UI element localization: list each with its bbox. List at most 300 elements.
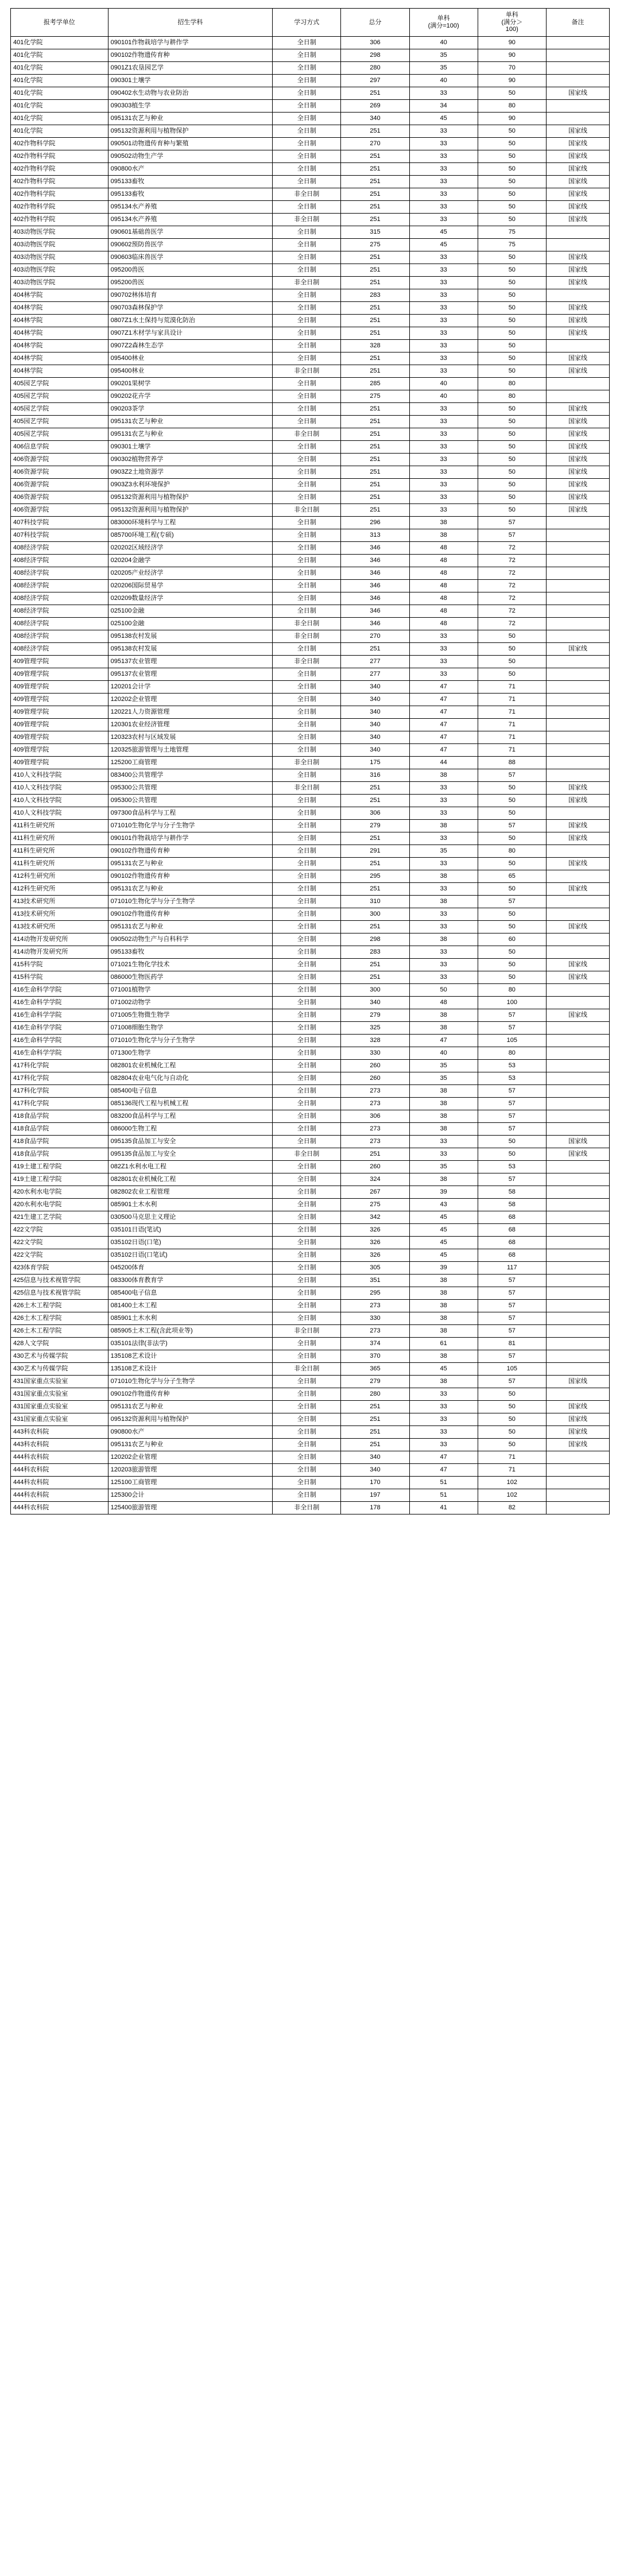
cell-unit: 420水利水电学院 (11, 1186, 108, 1199)
cell-study-mode: 全日制 (273, 378, 341, 390)
cell-single-100: 61 (409, 1338, 478, 1350)
table-row (11, 997, 610, 1009)
cell-total-score: 251 (341, 352, 409, 365)
cell-remark (546, 1350, 609, 1363)
cell-study-mode: 全日制 (273, 921, 341, 933)
cell-single-gt100: 53 (478, 1060, 546, 1072)
cell-study-mode: 全日制 (273, 984, 341, 997)
cell-major: 071005生物微生物学 (108, 1009, 273, 1022)
table-row (11, 870, 610, 883)
cell-remark (546, 1249, 609, 1262)
cell-unit: 418食品学院 (11, 1123, 108, 1136)
cell-study-mode: 全日制 (273, 1199, 341, 1211)
cell-remark: 国家线 (546, 454, 609, 466)
table-row (11, 302, 610, 315)
cell-total-score: 251 (341, 150, 409, 163)
cell-single-100: 40 (409, 75, 478, 87)
cell-remark: 国家线 (546, 277, 609, 289)
cell-major: 095133畜牧 (108, 188, 273, 201)
cell-single-100: 33 (409, 668, 478, 681)
cell-remark: 国家线 (546, 858, 609, 870)
cell-unit: 408经济学院 (11, 580, 108, 592)
table-row (11, 1072, 610, 1085)
cell-single-100: 38 (409, 1350, 478, 1363)
cell-major: 085901土木水利 (108, 1312, 273, 1325)
cell-total-score: 346 (341, 605, 409, 618)
cell-total-score: 251 (341, 188, 409, 201)
cell-major: 090502动物生产与自科科学 (108, 933, 273, 946)
table-row (11, 643, 610, 656)
cell-single-100: 33 (409, 1413, 478, 1426)
cell-study-mode: 全日制 (273, 706, 341, 719)
table-row (11, 719, 610, 731)
cell-single-gt100: 70 (478, 62, 546, 75)
cell-major: 090301土壤学 (108, 441, 273, 454)
cell-major: 095137农业管理 (108, 656, 273, 668)
cell-single-100: 47 (409, 1464, 478, 1477)
cell-major: 0903Z3水利环境保护 (108, 479, 273, 491)
cell-single-gt100: 50 (478, 403, 546, 416)
cell-total-score: 340 (341, 694, 409, 706)
cell-remark (546, 1098, 609, 1110)
cell-major: 090102作物遗传育种 (108, 908, 273, 921)
cell-total-score: 324 (341, 1173, 409, 1186)
cell-total-score: 251 (341, 1401, 409, 1413)
cell-remark: 国家线 (546, 491, 609, 504)
table-row (11, 517, 610, 529)
cell-single-100: 33 (409, 403, 478, 416)
cell-single-gt100: 50 (478, 277, 546, 289)
cell-unit: 408经济学院 (11, 618, 108, 630)
cell-single-gt100: 50 (478, 656, 546, 668)
cell-single-100: 38 (409, 517, 478, 529)
cell-unit: 444科农科院 (11, 1451, 108, 1464)
cell-total-score: 251 (341, 365, 409, 378)
table-row (11, 214, 610, 226)
cell-unit: 406资源学院 (11, 466, 108, 479)
cell-unit: 404林学院 (11, 315, 108, 327)
cell-unit: 422文学院 (11, 1249, 108, 1262)
cell-total-score: 315 (341, 226, 409, 239)
cell-remark (546, 1464, 609, 1477)
cell-major: 090101作物栽培学与耕作学 (108, 832, 273, 845)
table-row (11, 1022, 610, 1035)
cell-single-100: 33 (409, 264, 478, 277)
cell-major: 090101作物栽培学与耕作学 (108, 37, 273, 49)
cell-total-score: 273 (341, 1325, 409, 1338)
cell-single-gt100: 71 (478, 694, 546, 706)
cell-remark (546, 340, 609, 352)
cell-unit: 401化学院 (11, 87, 108, 100)
cell-major: 095135食品加工与安全 (108, 1136, 273, 1148)
cell-unit: 408经济学院 (11, 555, 108, 567)
table-row (11, 1237, 610, 1249)
cell-single-100: 33 (409, 832, 478, 845)
cell-remark (546, 933, 609, 946)
cell-remark (546, 390, 609, 403)
cell-single-gt100: 50 (478, 454, 546, 466)
cell-study-mode: 全日制 (273, 37, 341, 49)
cell-study-mode: 全日制 (273, 1085, 341, 1098)
cell-study-mode: 全日制 (273, 1224, 341, 1237)
cell-single-gt100: 72 (478, 605, 546, 618)
cell-total-score: 346 (341, 618, 409, 630)
cell-major: 025100金融 (108, 618, 273, 630)
table-row (11, 580, 610, 592)
cell-study-mode: 全日制 (273, 883, 341, 896)
cell-study-mode: 全日制 (273, 555, 341, 567)
cell-study-mode: 全日制 (273, 327, 341, 340)
cell-major: 090800水产 (108, 163, 273, 176)
cell-single-gt100: 50 (478, 163, 546, 176)
cell-single-gt100: 50 (478, 125, 546, 138)
cell-major: 090800水产 (108, 1426, 273, 1439)
cell-unit: 416生命科学学院 (11, 997, 108, 1009)
cell-study-mode: 全日制 (273, 1173, 341, 1186)
cell-single-100: 35 (409, 62, 478, 75)
cell-single-gt100: 90 (478, 113, 546, 125)
cell-unit: 413技术研究所 (11, 908, 108, 921)
cell-remark (546, 706, 609, 719)
cell-major: 090502动物生产学 (108, 150, 273, 163)
cell-total-score: 273 (341, 1300, 409, 1312)
cell-study-mode: 全日制 (273, 1009, 341, 1022)
cell-remark (546, 226, 609, 239)
cell-remark: 国家线 (546, 1413, 609, 1426)
cell-remark (546, 62, 609, 75)
cell-total-score: 251 (341, 302, 409, 315)
cell-unit: 416生命科学学院 (11, 1035, 108, 1047)
cell-study-mode: 全日制 (273, 441, 341, 454)
cell-total-score: 251 (341, 491, 409, 504)
cell-major: 090601基础兽医学 (108, 226, 273, 239)
cell-major: 095300公共管理 (108, 795, 273, 807)
cell-single-gt100: 50 (478, 883, 546, 896)
cell-unit: 404林学院 (11, 365, 108, 378)
table-row (11, 340, 610, 352)
cell-total-score: 285 (341, 378, 409, 390)
cell-total-score: 305 (341, 1262, 409, 1275)
table-row (11, 744, 610, 757)
cell-remark: 国家线 (546, 1426, 609, 1439)
cell-total-score: 251 (341, 277, 409, 289)
cell-study-mode: 全日制 (273, 403, 341, 416)
cell-single-gt100: 57 (478, 820, 546, 832)
cell-single-100: 38 (409, 769, 478, 782)
cell-study-mode: 全日制 (273, 731, 341, 744)
cell-single-gt100: 80 (478, 984, 546, 997)
cell-major: 125200工商管理 (108, 757, 273, 769)
cell-single-100: 45 (409, 1363, 478, 1376)
cell-unit: 415科学院 (11, 959, 108, 971)
cell-total-score: 306 (341, 37, 409, 49)
table-row (11, 706, 610, 719)
cell-remark (546, 656, 609, 668)
cell-unit: 404林学院 (11, 289, 108, 302)
cell-study-mode: 全日制 (273, 1047, 341, 1060)
table-row (11, 49, 610, 62)
cell-unit: 402作物科学院 (11, 138, 108, 150)
cell-single-100: 33 (409, 971, 478, 984)
header-row (11, 9, 610, 37)
cell-study-mode: 全日制 (273, 1123, 341, 1136)
cell-single-gt100: 71 (478, 1451, 546, 1464)
cell-single-gt100: 50 (478, 643, 546, 656)
cell-unit: 408经济学院 (11, 605, 108, 618)
cell-major: 090102作物遗传育种 (108, 870, 273, 883)
cell-major: 120325旅游管理与土地管理 (108, 744, 273, 757)
table-row (11, 908, 610, 921)
cell-total-score: 260 (341, 1161, 409, 1173)
cell-single-gt100: 75 (478, 226, 546, 239)
cell-major: 090603临床兽医学 (108, 251, 273, 264)
cell-single-gt100: 57 (478, 1085, 546, 1098)
cell-total-score: 279 (341, 820, 409, 832)
cell-total-score: 283 (341, 946, 409, 959)
cell-total-score: 313 (341, 529, 409, 542)
table-row (11, 592, 610, 605)
header-remark: 备注 (546, 9, 609, 37)
cell-single-gt100: 50 (478, 921, 546, 933)
cell-single-gt100: 57 (478, 1022, 546, 1035)
table-row (11, 555, 610, 567)
cell-single-gt100: 50 (478, 327, 546, 340)
table-row (11, 1186, 610, 1199)
cell-unit: 408经济学院 (11, 542, 108, 555)
cell-study-mode: 全日制 (273, 896, 341, 908)
table-row (11, 618, 610, 630)
cell-single-gt100: 50 (478, 1401, 546, 1413)
cell-single-gt100: 71 (478, 681, 546, 694)
cell-unit: 431国家重点实验室 (11, 1388, 108, 1401)
cell-study-mode: 全日制 (273, 1161, 341, 1173)
cell-study-mode: 全日制 (273, 832, 341, 845)
cell-total-score: 365 (341, 1363, 409, 1376)
cell-major: 095135食品加工与安全 (108, 1148, 273, 1161)
cell-single-gt100: 50 (478, 416, 546, 428)
cell-study-mode: 全日制 (273, 933, 341, 946)
table-header (11, 9, 610, 37)
cell-single-gt100: 75 (478, 239, 546, 251)
cell-total-score: 251 (341, 441, 409, 454)
cell-study-mode: 全日制 (273, 75, 341, 87)
cell-major: 095132资源利用与植物保护 (108, 491, 273, 504)
cell-major: 020206国际贸易学 (108, 580, 273, 592)
cell-study-mode: 非全日制 (273, 1148, 341, 1161)
cell-single-gt100: 102 (478, 1477, 546, 1489)
cell-total-score: 374 (341, 1338, 409, 1350)
table-row (11, 694, 610, 706)
cell-study-mode: 全日制 (273, 1388, 341, 1401)
cell-single-100: 33 (409, 188, 478, 201)
cell-major: 095133畜牧 (108, 176, 273, 188)
table-row (11, 1148, 610, 1161)
cell-single-100: 33 (409, 656, 478, 668)
table-row (11, 352, 610, 365)
cell-major: 083300体育教育学 (108, 1275, 273, 1287)
cell-single-gt100: 50 (478, 832, 546, 845)
cell-major: 095132资源利用与植物保护 (108, 504, 273, 517)
cell-remark: 国家线 (546, 1009, 609, 1022)
table-row (11, 681, 610, 694)
cell-major: 071010生物化学与分子生物学 (108, 896, 273, 908)
cell-total-score: 277 (341, 656, 409, 668)
cell-total-score: 298 (341, 49, 409, 62)
cell-remark (546, 529, 609, 542)
cell-major: 035102日语(口笔) (108, 1237, 273, 1249)
cell-major: 0903Z2土地资源学 (108, 466, 273, 479)
cell-unit: 406资源学院 (11, 454, 108, 466)
cell-study-mode: 全日制 (273, 681, 341, 694)
cell-total-score: 251 (341, 643, 409, 656)
cell-study-mode: 全日制 (273, 454, 341, 466)
cell-single-gt100: 58 (478, 1199, 546, 1211)
cell-single-100: 48 (409, 997, 478, 1009)
cell-single-gt100: 50 (478, 441, 546, 454)
cell-remark (546, 289, 609, 302)
cell-major: 095138农村发展 (108, 630, 273, 643)
cell-remark (546, 769, 609, 782)
cell-major: 125100工商管理 (108, 1477, 273, 1489)
cell-single-100: 38 (409, 1110, 478, 1123)
cell-study-mode: 全日制 (273, 845, 341, 858)
cell-single-100: 33 (409, 858, 478, 870)
table-row (11, 1110, 610, 1123)
table-row (11, 289, 610, 302)
cell-major: 095131农艺与种业 (108, 416, 273, 428)
cell-major: 090102作物遗传育种 (108, 49, 273, 62)
header-study-mode: 学习方式 (273, 9, 341, 37)
cell-single-100: 38 (409, 1022, 478, 1035)
table-row (11, 188, 610, 201)
cell-single-100: 33 (409, 504, 478, 517)
cell-unit: 402作物科学院 (11, 201, 108, 214)
cell-total-score: 251 (341, 87, 409, 100)
cell-remark (546, 555, 609, 567)
cell-total-score: 251 (341, 428, 409, 441)
cell-remark (546, 1262, 609, 1275)
cell-major: 090602预防兽医学 (108, 239, 273, 251)
cell-remark (546, 1477, 609, 1489)
cell-remark: 国家线 (546, 214, 609, 226)
table-row (11, 1224, 610, 1237)
cell-unit: 406资源学院 (11, 504, 108, 517)
cell-single-gt100: 71 (478, 719, 546, 731)
cell-remark: 国家线 (546, 138, 609, 150)
cell-unit: 422文学院 (11, 1237, 108, 1249)
cell-single-100: 45 (409, 1211, 478, 1224)
cell-total-score: 330 (341, 1047, 409, 1060)
cell-remark: 国家线 (546, 365, 609, 378)
cell-single-gt100: 50 (478, 1413, 546, 1426)
cell-total-score: 279 (341, 1376, 409, 1388)
cell-unit: 419土建工程学院 (11, 1161, 108, 1173)
table-row (11, 1439, 610, 1451)
cell-remark (546, 630, 609, 643)
cell-study-mode: 全日制 (273, 820, 341, 832)
cell-single-100: 40 (409, 37, 478, 49)
table-row (11, 100, 610, 113)
header-total-score: 总分 (341, 9, 409, 37)
cell-single-gt100: 53 (478, 1072, 546, 1085)
cell-total-score: 340 (341, 719, 409, 731)
cell-major: 085700环境工程(专硕) (108, 529, 273, 542)
cell-total-score: 316 (341, 769, 409, 782)
cell-unit: 402作物科学院 (11, 188, 108, 201)
cell-study-mode: 全日制 (273, 997, 341, 1009)
cell-single-gt100: 80 (478, 845, 546, 858)
cell-major: 120202企业管理 (108, 1451, 273, 1464)
cell-total-score: 170 (341, 1477, 409, 1489)
cell-remark: 国家线 (546, 352, 609, 365)
cell-major: 071300生物学 (108, 1047, 273, 1060)
cell-single-100: 33 (409, 365, 478, 378)
cell-unit: 402作物科学院 (11, 150, 108, 163)
header-single-100-line2: (满分=100) (428, 22, 459, 29)
table-row (11, 176, 610, 188)
table-row (11, 504, 610, 517)
cell-major: 082801农业机械化工程 (108, 1173, 273, 1186)
cell-remark (546, 517, 609, 529)
cell-single-100: 51 (409, 1477, 478, 1489)
cell-total-score: 340 (341, 113, 409, 125)
cell-study-mode: 全日制 (273, 49, 341, 62)
cell-single-gt100: 117 (478, 1262, 546, 1275)
cell-major: 097300食品科学与工程 (108, 807, 273, 820)
cell-single-100: 38 (409, 1275, 478, 1287)
cell-single-gt100: 57 (478, 1173, 546, 1186)
cell-unit: 404林学院 (11, 352, 108, 365)
cell-single-gt100: 50 (478, 340, 546, 352)
cell-remark: 国家线 (546, 971, 609, 984)
cell-single-100: 38 (409, 1123, 478, 1136)
table-row (11, 491, 610, 504)
cell-major: 020209数量经济学 (108, 592, 273, 605)
table-row (11, 428, 610, 441)
cell-major: 082Z1水利水电工程 (108, 1161, 273, 1173)
cell-unit: 443科农科院 (11, 1426, 108, 1439)
cell-total-score: 251 (341, 466, 409, 479)
cell-major: 085901土木水利 (108, 1199, 273, 1211)
cell-unit: 422文学院 (11, 1224, 108, 1237)
cell-single-gt100: 81 (478, 1338, 546, 1350)
cell-major: 071008细胞生物学 (108, 1022, 273, 1035)
cell-single-100: 38 (409, 1085, 478, 1098)
cell-single-gt100: 90 (478, 37, 546, 49)
cell-total-score: 251 (341, 264, 409, 277)
cell-single-100: 33 (409, 908, 478, 921)
cell-major: 090501动物遗传育种与繁殖 (108, 138, 273, 150)
cell-remark: 国家线 (546, 820, 609, 832)
cell-major: 090102作物遗传育种 (108, 845, 273, 858)
cell-single-100: 33 (409, 87, 478, 100)
table-row (11, 1275, 610, 1287)
cell-total-score: 370 (341, 1350, 409, 1363)
cell-total-score: 351 (341, 1275, 409, 1287)
cell-unit: 408经济学院 (11, 630, 108, 643)
table-row (11, 479, 610, 491)
cell-study-mode: 全日制 (273, 1451, 341, 1464)
cell-total-score: 251 (341, 201, 409, 214)
cell-study-mode: 全日制 (273, 1110, 341, 1123)
cell-unit: 409管理学院 (11, 731, 108, 744)
cell-single-100: 33 (409, 327, 478, 340)
table-row (11, 1312, 610, 1325)
cell-major: 090703森林保护学 (108, 302, 273, 315)
cell-remark (546, 946, 609, 959)
header-major: 招生学科 (108, 9, 273, 37)
cell-total-score: 251 (341, 883, 409, 896)
